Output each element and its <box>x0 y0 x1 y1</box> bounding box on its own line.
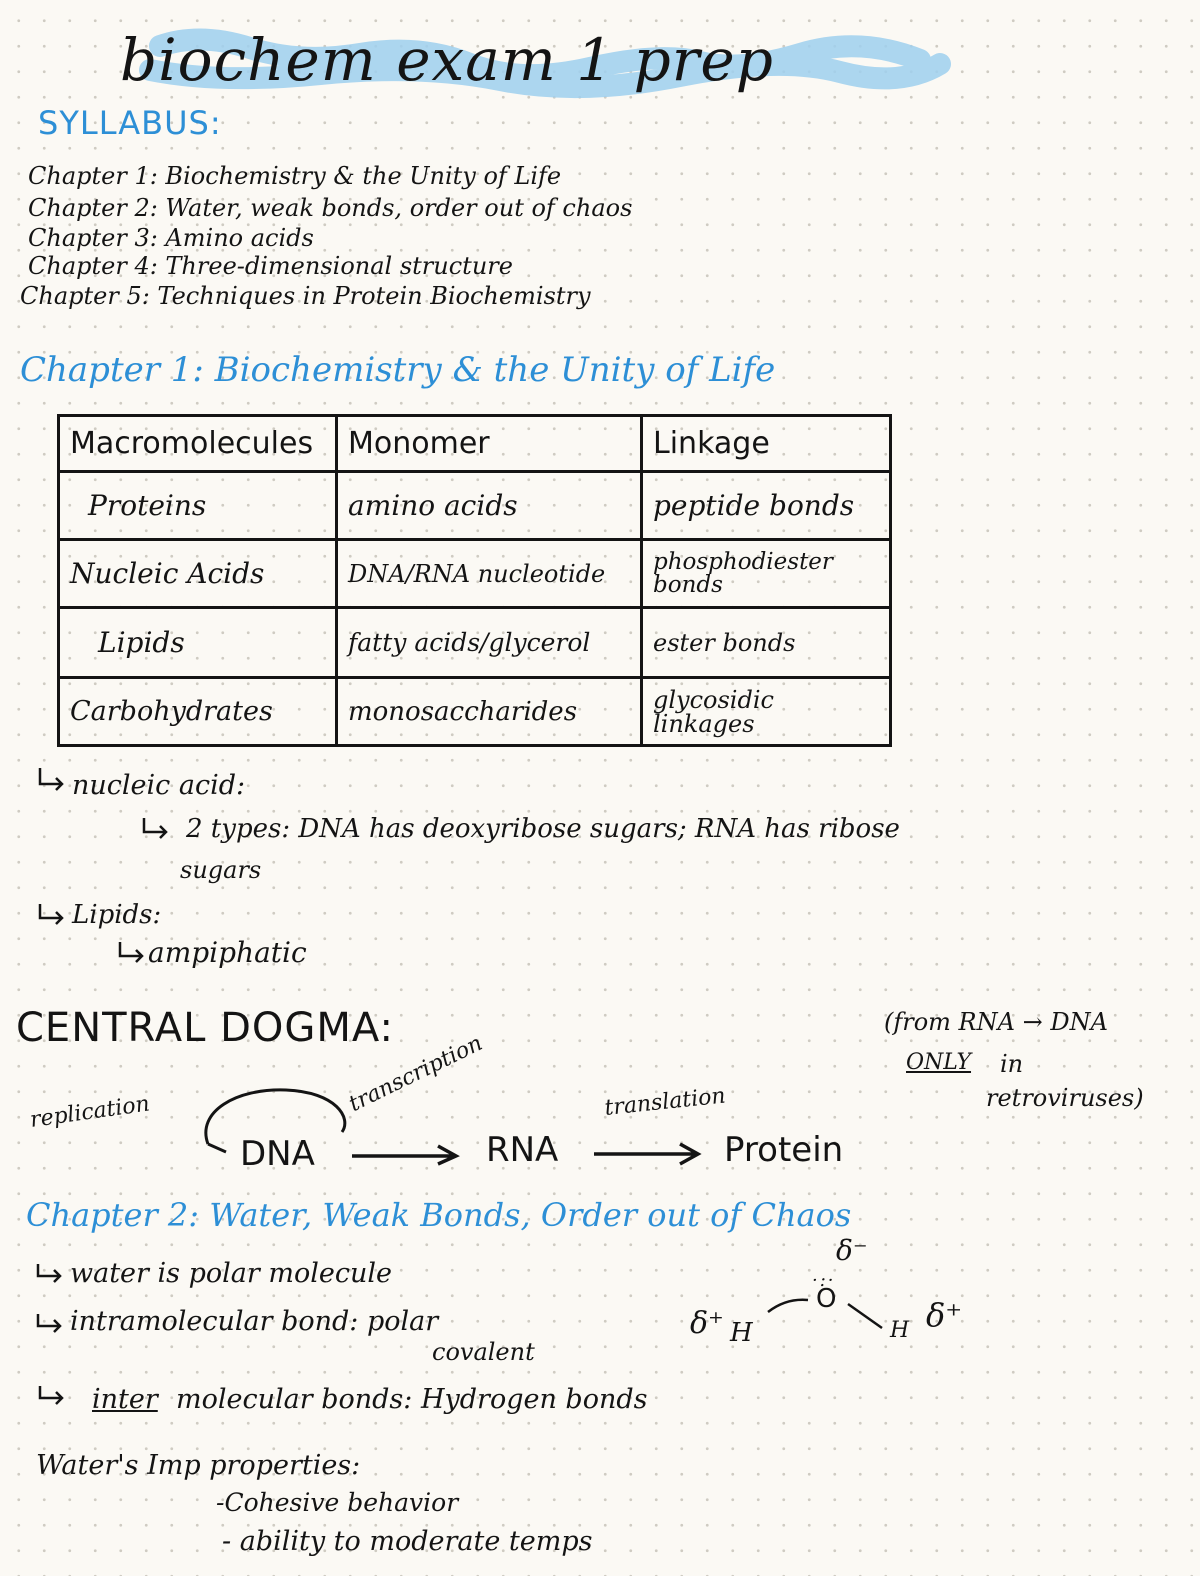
dogma-aside-in: in <box>1000 1050 1024 1078</box>
note-lipids-sub: ampiphatic <box>148 936 307 969</box>
table-cell: ester bonds <box>642 608 891 678</box>
ch2-note: water is polar molecule <box>70 1258 392 1289</box>
central-dogma-heading: CENTRAL DOGMA: <box>16 1005 395 1051</box>
dogma-protein: Protein <box>724 1130 844 1170</box>
water-delta-minus: δ⁻ <box>836 1234 868 1267</box>
syllabus-item: Chapter 3: Amino acids <box>28 224 314 252</box>
macromolecule-table <box>57 414 892 747</box>
lone-pair-icon: ·:· <box>812 1270 836 1291</box>
arrow-right-icon <box>592 1142 704 1166</box>
dogma-aside-line1: (from RNA → DNA <box>884 1008 1108 1036</box>
table-row <box>59 540 891 608</box>
water-prop-item: - ability to moderate temps <box>222 1526 593 1557</box>
table-cell: peptide bonds <box>642 472 891 540</box>
ch2-note-cont: covalent <box>432 1338 535 1366</box>
arrow-right-hook-icon <box>34 1262 64 1284</box>
dogma-rna: RNA <box>486 1130 559 1170</box>
arrow-right-icon <box>350 1142 462 1166</box>
syllabus-item: Chapter 2: Water, weak bonds, order out of chaos <box>28 194 633 222</box>
syllabus-item: Chapter 4: Three-dimensional structure <box>28 252 513 280</box>
note-nucleic-sub-cont: sugars <box>180 856 262 884</box>
arrow-right-hook-icon <box>36 902 66 926</box>
water-oxygen: O <box>816 1284 837 1314</box>
water-delta-plus-left: δ⁺ <box>690 1306 724 1341</box>
table-cell: DNA/RNA nucleotide <box>337 540 642 608</box>
note-nucleic-sub: 2 types: DNA has deoxyribose sugars; RNA has ribose <box>186 814 900 844</box>
water-props-heading: Water's Imp properties: <box>36 1450 361 1481</box>
table-header-cell: Monomer <box>337 416 642 472</box>
page-title: biochem exam 1 prep <box>120 26 774 94</box>
table-header-row <box>59 416 891 472</box>
table-cell: Proteins <box>59 472 337 540</box>
table-header-cell: Linkage <box>642 416 891 472</box>
ch2-note: molecular bonds: Hydrogen bonds <box>176 1384 648 1415</box>
table-cell: fatty acids/glycerol <box>337 608 642 678</box>
water-h-right: H <box>890 1318 910 1343</box>
water-bond-left <box>766 1296 810 1316</box>
water-prop-item: -Cohesive behavior <box>216 1488 459 1517</box>
table-cell: amino acids <box>337 472 642 540</box>
chapter1-heading: Chapter 1: Biochemistry & the Unity of Life <box>20 350 776 390</box>
arrow-right-hook-icon <box>140 816 170 840</box>
table-cell: phosphodiester bonds <box>642 540 891 608</box>
table-header-cell: Macromolecules <box>59 416 337 472</box>
table-cell: Lipids <box>59 608 337 678</box>
dogma-aside-only: ONLY <box>906 1050 972 1075</box>
note-nucleic: nucleic acid: <box>72 770 246 801</box>
water-delta-plus-right: δ⁺ <box>926 1296 963 1334</box>
ch2-note-inter: inter <box>92 1384 158 1415</box>
arrow-right-hook-icon <box>116 940 146 964</box>
table-row <box>59 678 891 746</box>
table-cell: Nucleic Acids <box>59 540 337 608</box>
table-cell: Carbohydrates <box>59 678 337 746</box>
dogma-aside-line3: retroviruses) <box>986 1084 1144 1112</box>
water-h-left: H <box>730 1318 753 1348</box>
arrow-right-hook-icon <box>36 766 66 792</box>
arrow-right-hook-icon <box>36 1384 66 1406</box>
syllabus-item: Chapter 1: Biochemistry & the Unity of Life <box>28 162 562 190</box>
syllabus-item: Chapter 5: Techniques in Protein Biochemistry <box>20 282 591 310</box>
ch2-note: intramolecular bond: polar <box>70 1306 439 1337</box>
syllabus-heading: SYLLABUS: <box>38 104 222 142</box>
replication-label: replication <box>28 1091 152 1133</box>
table-cell: monosaccharides <box>337 678 642 746</box>
table-row <box>59 608 891 678</box>
arrow-right-hook-icon <box>34 1312 64 1334</box>
water-bond-right <box>846 1302 886 1332</box>
translation-label: translation <box>603 1083 727 1121</box>
transcription-label: transcription <box>345 1030 487 1117</box>
table-row <box>59 472 891 540</box>
chapter2-heading: Chapter 2: Water, Weak Bonds, Order out of Chaos <box>26 1196 852 1234</box>
note-lipids: Lipids: <box>72 900 162 930</box>
table-cell: glycosidic linkages <box>642 678 891 746</box>
dogma-dna: DNA <box>240 1134 315 1174</box>
